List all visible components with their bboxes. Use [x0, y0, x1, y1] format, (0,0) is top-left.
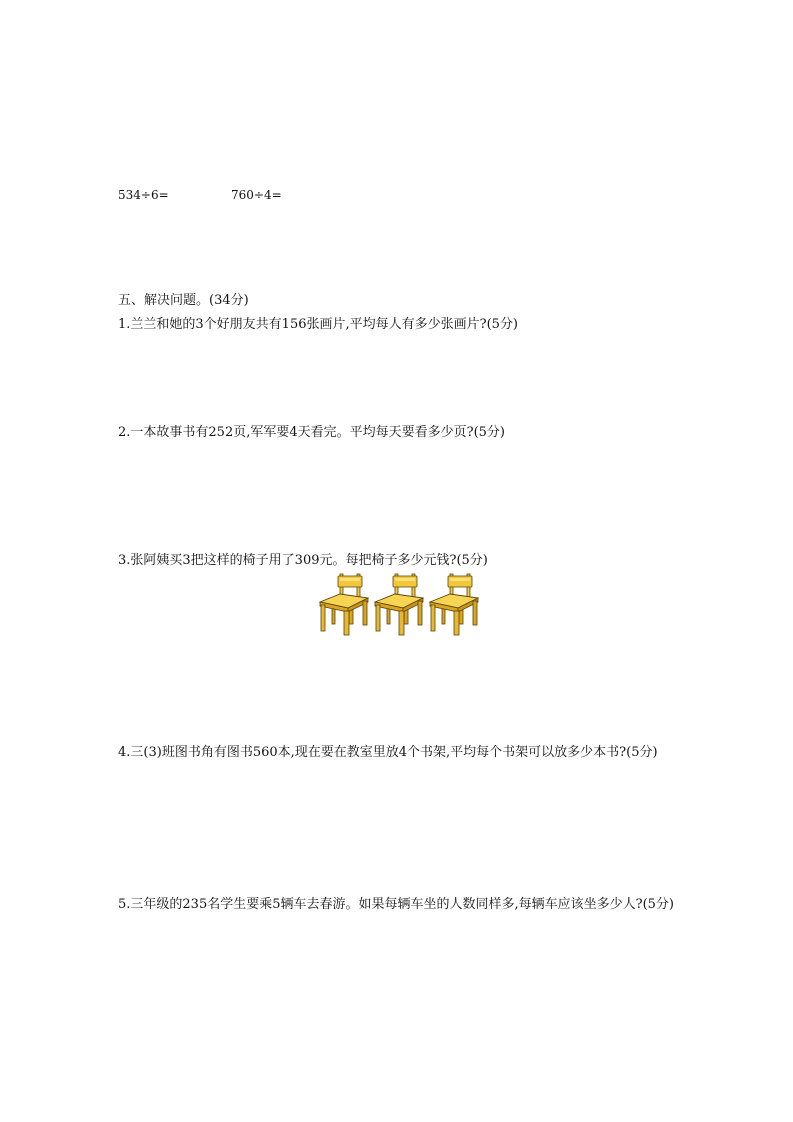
chair-icon	[430, 574, 478, 635]
chairs-illustration	[316, 572, 480, 636]
problem-5: 5.三年级的235名学生要乘5辆车去春游。如果每辆车坐的人数同样多,每辆车应该坐多少人?(5分)	[118, 897, 675, 912]
calculation-2: 760÷4=	[231, 188, 282, 202]
problem-2: 2.一本故事书有252页,军军要4天看完。平均每天要看多少页?(5分)	[118, 425, 506, 440]
problem-4: 4.三(3)班图书角有图书560本,现在要在教室里放4个书架,平均每个书架可以放多少本书?(5分)	[118, 745, 658, 760]
problem-3: 3.张阿姨买3把这样的椅子用了309元。每把椅子多少元钱?(5分)	[118, 553, 488, 568]
section-heading: 五、解决问题。(34分)	[118, 293, 249, 308]
chair-icon	[320, 574, 368, 635]
calculation-1: 534÷6=	[118, 188, 169, 202]
chair-icon	[375, 574, 423, 635]
problem-1: 1.兰兰和她的3个好朋友共有156张画片,平均每人有多少张画片?(5分)	[118, 317, 519, 332]
